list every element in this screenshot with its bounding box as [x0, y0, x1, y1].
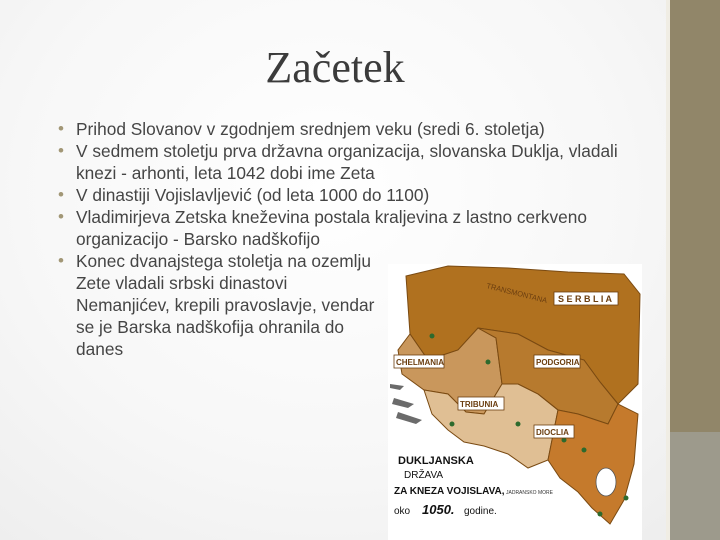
- caption-line: 1050.: [422, 502, 455, 517]
- caption-line: oko: [394, 506, 411, 517]
- map-label-serblia: S E R B L I A: [558, 294, 613, 304]
- bullet-item: • V sedmem stoletju prva državna organizacija, slovanska Duklja, vladali knezi - arhonti, leta 1042 dobi ime Zeta: [58, 140, 638, 184]
- caption-line: godine.: [464, 506, 497, 517]
- city-marker: [624, 496, 629, 501]
- slide-title: Začetek: [265, 43, 405, 92]
- city-marker: [516, 422, 521, 427]
- caption-line: DUKLJANSKA: [398, 455, 474, 467]
- bullet-text: • Konec dvanajstega stoletja na ozemlju Zete vladali srbski dinastovi Nemanjićev, krepili pravoslavje, vendar se je Barska nadškofija ohranila do danes: [76, 251, 375, 359]
- caption-line: ZA KNEZA VOJISLAVA,: [394, 486, 505, 497]
- map-label-sea: JADRANSKO MORE: [506, 490, 553, 496]
- city-marker: [430, 334, 435, 339]
- caption-line: DRŽAVA: [404, 470, 444, 481]
- city-marker: [582, 448, 587, 453]
- bullet-item: • Prihod Slovanov v zgodnjem srednjem veku (sredi 6. stoletja): [58, 118, 638, 140]
- city-marker: [486, 360, 491, 365]
- map-label-dioclia: DIOCLIA: [536, 428, 569, 437]
- map-label-tribunia: TRIBUNIA: [460, 400, 499, 409]
- map-lake: [596, 468, 616, 496]
- city-marker: [450, 422, 455, 427]
- map-label-podgoria: PODGORIA: [536, 358, 580, 367]
- bullet-item: • Vladimirjeva Zetska kneževina postala kraljevina z lastno cerkveno organizacijo - Barsko nadškofijo: [58, 206, 638, 250]
- bullet-item: • V dinastiji Vojislavljević (od leta 1000 do 1100): [58, 184, 638, 206]
- map-label-chelmania: CHELMANIA: [396, 358, 444, 367]
- right-decor-block: [670, 432, 720, 540]
- historical-map: [388, 264, 642, 540]
- city-marker: [598, 512, 603, 517]
- map-label-transmontana: TRANSMONTANA: [485, 281, 549, 306]
